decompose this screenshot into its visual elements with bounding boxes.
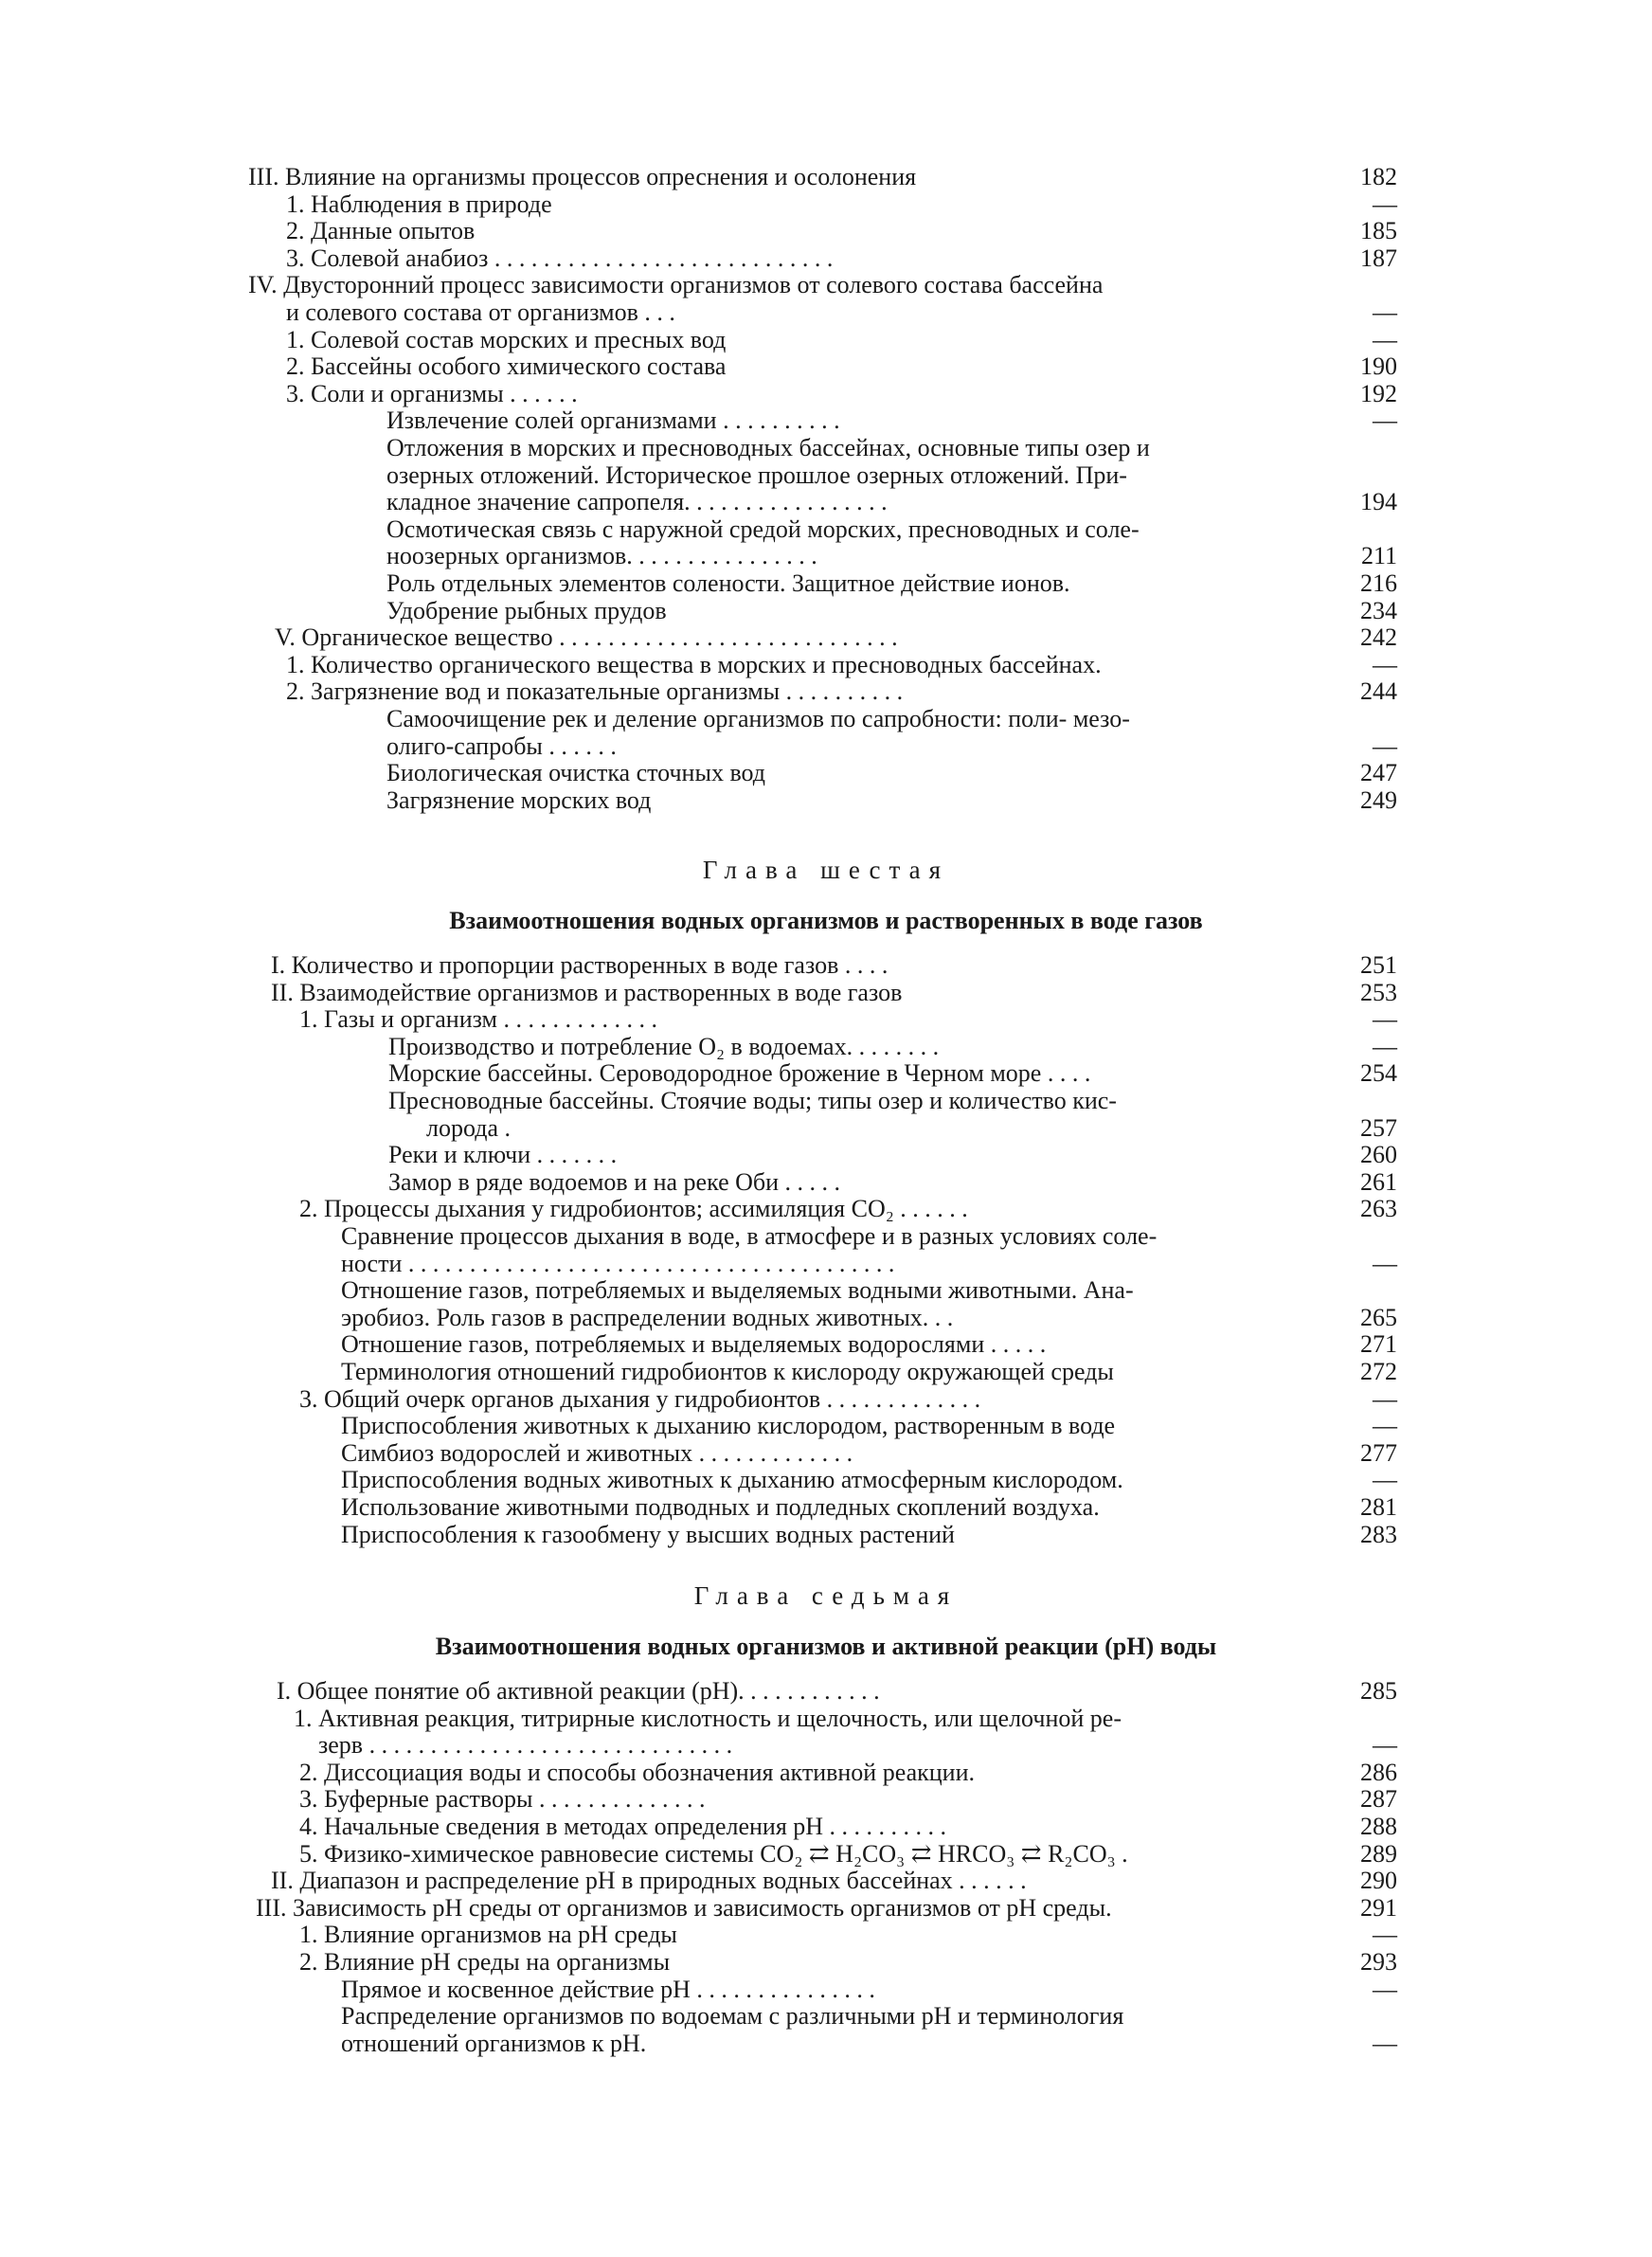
toc-entry-page: 293 xyxy=(1360,1948,1397,1976)
toc-entry xyxy=(388,1059,1397,1087)
toc-entry xyxy=(318,1731,1397,1759)
toc-entry-text: Приспособления к газообмену у высших водных растений xyxy=(341,1520,955,1548)
toc-entry-text: озерных отложений. Историческое прошлое озерных отложений. При- xyxy=(386,460,1127,489)
toc-entry xyxy=(388,1033,1397,1060)
toc-entry-text: 3. Солевой анабиоз . . . . . . . . . . . . . . . . . . . . . . . . . . . . xyxy=(286,244,834,272)
toc-entry-text: 4. Начальные сведения в методах определения pH . . . . . . . . . . xyxy=(299,1813,947,1840)
toc-entry-text: ноозерных организмов. . . . . . . . . . . . . . . . xyxy=(386,542,817,570)
toc-entry-page: 185 xyxy=(1360,217,1397,245)
toc-entry xyxy=(386,488,1397,515)
toc-entry xyxy=(341,1330,1397,1358)
toc-entry xyxy=(341,1412,1397,1439)
toc-entry-text: Извлечение солей организмами . . . . . . . . . . xyxy=(386,406,840,435)
toc-entry xyxy=(341,1276,1397,1304)
toc-entry-text: Производство и потребление O₂ в водоемах. . . . . . . . xyxy=(388,1032,940,1060)
toc-entry-text: Отложения в морских и пресноводных бассейнах, основные типы озер и xyxy=(386,434,1150,461)
toc-entry-page: 289 xyxy=(1360,1839,1397,1868)
toc-entry xyxy=(299,1921,1397,1948)
toc-entry-page: 265 xyxy=(1360,1303,1397,1331)
toc-entry xyxy=(286,380,1397,407)
toc-entry-page: — xyxy=(1373,1731,1397,1760)
toc-entry-text: Приспособления животных к дыханию кислородом, растворенным в воде xyxy=(341,1412,1116,1440)
toc-entry-page: 291 xyxy=(1360,1893,1397,1922)
toc-entry-page: — xyxy=(1373,325,1397,353)
toc-entry-text: 1. Влияние организмов на pH среды xyxy=(299,1921,677,1949)
toc-entry xyxy=(271,1867,1397,1894)
toc-entry-text: I. Количество и пропорции растворенных в воде газов . . . . xyxy=(271,951,889,979)
toc-entry xyxy=(341,1493,1397,1521)
toc-entry xyxy=(386,542,1397,569)
toc-entry xyxy=(386,786,1397,814)
toc-entry xyxy=(341,2002,1397,2030)
toc-entry xyxy=(299,1005,1397,1033)
toc-entry-text: V. Органическое вещество . . . . . . . . . . . . . . . . . . . . . . . . . . . . xyxy=(275,623,898,652)
toc-entry-text: Роль отдельных элементов солености. Защитное действие ионов. xyxy=(386,569,1070,597)
toc-entry-page: — xyxy=(1373,190,1397,218)
toc-entry-page: — xyxy=(1373,1975,1397,2003)
toc-entry-text: Замор в ряде водоемов и на реке Оби . . . . . xyxy=(388,1167,841,1196)
toc-entry-page: 261 xyxy=(1360,1167,1397,1196)
toc-entry-text: Симбиоз водорослей и животных . . . . . . . . . . . . . xyxy=(341,1438,853,1467)
toc-entry-text: 2. Влияние pH среды на организмы xyxy=(299,1948,671,1976)
toc-entry-page: 290 xyxy=(1360,1867,1397,1895)
toc-entry-page: — xyxy=(1373,1466,1397,1494)
toc-entry-text: Отношение газов, потребляемых и выделяемых водорослями . . . . . xyxy=(341,1330,1047,1359)
toc-entry-page: 211 xyxy=(1360,542,1397,570)
toc-entry-page: 216 xyxy=(1360,569,1397,597)
toc-entry xyxy=(271,951,1397,979)
toc-entry-page: — xyxy=(1373,650,1397,678)
toc-entry xyxy=(388,1168,1397,1196)
toc-entry-page: 254 xyxy=(1360,1059,1397,1088)
toc-entry-page: 277 xyxy=(1360,1438,1397,1467)
toc-entry-page: 285 xyxy=(1360,1677,1397,1705)
toc-entry-text: II. Диапазон и распределение pH в природных водных бассейнах . . . . . . xyxy=(271,1867,1027,1895)
toc-entry-text: эробиоз. Роль газов в распределении водных животных. . . xyxy=(341,1303,954,1331)
toc-entry xyxy=(341,1439,1397,1467)
toc-entry xyxy=(299,1813,1397,1840)
toc-entry-page: 190 xyxy=(1360,352,1397,381)
toc-entry xyxy=(286,651,1397,678)
toc-entry-page: 192 xyxy=(1360,379,1397,407)
toc-entry-page: 271 xyxy=(1360,1330,1397,1359)
toc-entry xyxy=(275,623,1397,651)
chapter-title: Взаимоотношения водных организмов и растворенных в воде газов xyxy=(449,907,1203,934)
toc-entry xyxy=(286,677,1397,705)
toc-entry xyxy=(386,705,1397,732)
toc-entry-text: отношений организмов к pH. xyxy=(341,2029,647,2057)
toc-entry-page: 244 xyxy=(1360,677,1397,706)
toc-entry-page: 257 xyxy=(1360,1113,1397,1142)
toc-entry-page: — xyxy=(1373,731,1397,760)
toc-entry xyxy=(256,1894,1397,1922)
toc-entry-page: — xyxy=(1373,298,1397,326)
toc-entry xyxy=(386,732,1397,760)
toc-entry-page: 253 xyxy=(1360,978,1397,1006)
toc-entry-text: 1. Газы и организм . . . . . . . . . . . . . xyxy=(299,1005,657,1034)
toc-entry-text: II. Взаимодействие организмов и растворенных в воде газов xyxy=(271,978,903,1006)
chapter-label: Глава седьмая xyxy=(693,1581,959,1610)
toc-entry-page: — xyxy=(1373,406,1397,435)
toc-entry xyxy=(341,1521,1397,1548)
toc-entry xyxy=(271,979,1397,1006)
toc-entry xyxy=(386,759,1397,786)
toc-entry-page: 251 xyxy=(1360,951,1397,979)
toc-entry-page: 187 xyxy=(1360,244,1397,272)
toc-entry-text: Удобрение рыбных прудов xyxy=(386,596,667,624)
toc-entry xyxy=(299,1195,1397,1222)
toc-entry-text: 1. Количество органического вещества в морских и пресноводных бассейнах. xyxy=(286,650,1102,678)
toc-entry-page: 287 xyxy=(1360,1785,1397,1814)
toc-entry-page: — xyxy=(1373,1005,1397,1034)
toc-entry xyxy=(386,406,1397,434)
toc-entry-page: — xyxy=(1373,2029,1397,2057)
toc-entry-text: Приспособления водных животных к дыханию атмосферным кислородом. xyxy=(341,1466,1123,1494)
toc-entry xyxy=(386,515,1397,543)
toc-entry xyxy=(248,271,1397,298)
toc-entry xyxy=(286,217,1397,244)
toc-entry-text: Сравнение процессов дыхания в воде, в атмосфере и в разных условиях соле- xyxy=(341,1222,1158,1250)
toc-entry-text: Загрязнение морских вод xyxy=(386,785,652,814)
toc-entry xyxy=(286,298,1397,326)
toc-entry-text: 2. Процессы дыхания у гидробионтов; ассимиляция CO₂ . . . . . . xyxy=(299,1195,968,1223)
toc-entry-text: кладное значение сапропеля. . . . . . . . . . . . . . . . . xyxy=(386,488,888,516)
toc-entry-text: Морские бассейны. Сероводородное брожение в Черном море . . . . xyxy=(388,1059,1091,1088)
toc-entry-text: Прямое и косвенное действие pH . . . . . . . . . . . . . . . xyxy=(341,1975,875,2003)
toc-entry-text: Отношение газов, потребляемых и выделяемых водными животными. Ана- xyxy=(341,1276,1134,1305)
toc-entry xyxy=(299,1385,1397,1413)
toc-entry-page: — xyxy=(1373,1384,1397,1413)
toc-entry xyxy=(341,2030,1397,2057)
toc-entry-text: III. Влияние на организмы процессов опреснения и осолонения xyxy=(248,163,917,190)
toc-entry-text: 1. Солевой состав морских и пресных вод xyxy=(286,325,727,353)
toc-entry xyxy=(386,461,1397,489)
toc-entry-text: Реки и ключи . . . . . . . xyxy=(388,1141,618,1169)
toc-entry-page: 242 xyxy=(1360,623,1397,652)
toc-entry xyxy=(386,597,1397,624)
toc-entry-page: 234 xyxy=(1360,596,1397,624)
toc-entry-page: 194 xyxy=(1360,488,1397,516)
toc-entry-text: I. Общее понятие об активной реакции (pH). . . . . . . . . . . . xyxy=(277,1677,880,1705)
toc-entry-text: 3. Соли и организмы . . . . . . xyxy=(286,379,578,407)
toc-entry xyxy=(299,1785,1397,1813)
toc-entry-page: — xyxy=(1373,1249,1397,1277)
toc-entry xyxy=(294,1705,1397,1732)
toc-entry-text: 5. Физико-химическое равновесие системы CO₂ ⇄ H₂CO₃ ⇄ HRCO₃ ⇄ R₂CO₃ . xyxy=(299,1839,1128,1868)
toc-entry xyxy=(341,1250,1397,1277)
chapter-label: Глава шестая xyxy=(702,856,950,884)
toc-entry-page: 283 xyxy=(1360,1520,1397,1548)
toc-entry-page: 288 xyxy=(1360,1813,1397,1840)
toc-entry-text: Терминология отношений гидробионтов к кислороду окружающей среды xyxy=(341,1358,1114,1385)
toc-entry xyxy=(299,1948,1397,1976)
toc-entry-text: 2. Диссоциация воды и способы обозначения активной реакции. xyxy=(299,1758,975,1786)
toc-entry xyxy=(248,163,1397,190)
toc-entry-page: — xyxy=(1373,1921,1397,1949)
toc-entry-page: 182 xyxy=(1360,163,1397,190)
toc-entry xyxy=(299,1840,1397,1868)
toc-entry xyxy=(341,1222,1397,1250)
toc-entry-page: 272 xyxy=(1360,1358,1397,1385)
toc-entry-text: 1. Наблюдения в природе xyxy=(286,190,552,218)
toc-entry xyxy=(388,1141,1397,1168)
toc-entry-text: 1. Активная реакция, титрирные кислотность и щелочность, или щелочной ре- xyxy=(294,1704,1122,1732)
toc-entry-text: Биологическая очистка сточных вод xyxy=(386,759,766,787)
toc-entry-text: Пресноводные бассейны. Стоячие воды; типы озер и количество кис- xyxy=(388,1087,1117,1114)
toc-entry-page: 281 xyxy=(1360,1493,1397,1521)
toc-entry-text: Использование животными подводных и подледных скоплений воздуха. xyxy=(341,1493,1100,1521)
toc-entry-text: олиго-сапробы . . . . . . xyxy=(386,731,617,760)
toc-entry xyxy=(426,1114,1397,1142)
toc-entry-text: Самоочищение рек и деление организмов по сапробности: поли- мезо- xyxy=(386,705,1130,732)
toc-entry xyxy=(299,1759,1397,1786)
toc-entry-text: 2. Бассейны особого химического состава xyxy=(286,352,727,381)
toc-entry-text: лорода . xyxy=(426,1113,511,1142)
toc-entry-text: IV. Двусторонний процесс зависимости организмов от солевого состава бассейна xyxy=(248,271,1104,299)
toc-entry xyxy=(286,190,1397,218)
toc-entry-page: — xyxy=(1373,1412,1397,1440)
chapter-title: Взаимоотношения водных организмов и активной реакции (pH) воды xyxy=(435,1633,1217,1660)
toc-entry xyxy=(388,1087,1397,1114)
toc-entry xyxy=(286,326,1397,353)
toc-entry-text: и солевого состава от организмов . . . xyxy=(286,298,675,326)
toc-entry-page: 247 xyxy=(1360,759,1397,787)
toc-entry xyxy=(341,1466,1397,1493)
toc-entry-text: Осмотическая связь с наружной средой морских, пресноводных и соле- xyxy=(386,515,1140,543)
toc-entry xyxy=(341,1358,1397,1385)
toc-entry xyxy=(386,569,1397,597)
toc-entry-page: 263 xyxy=(1360,1195,1397,1223)
toc-entry xyxy=(341,1976,1397,2003)
toc-entry xyxy=(341,1304,1397,1331)
toc-entry-text: 3. Буферные растворы . . . . . . . . . . . . . . xyxy=(299,1785,706,1814)
toc-entry-page: 286 xyxy=(1360,1758,1397,1786)
toc-entry-text: 2. Данные опытов xyxy=(286,217,476,245)
toc-entry xyxy=(286,352,1397,380)
toc-entry xyxy=(277,1677,1397,1705)
toc-entry-text: Распределение организмов по водоемам с различными pH и терминология xyxy=(341,2002,1124,2031)
toc-entry xyxy=(386,434,1397,461)
toc-entry-text: 3. Общий очерк органов дыхания у гидробионтов . . . . . . . . . . . . . xyxy=(299,1384,981,1413)
toc-entry-text: ности . . . . . . . . . . . . . . . . . . . . . . . . . . . . . . . . . . . . . . . . xyxy=(341,1249,895,1277)
toc-entry-text: III. Зависимость pH среды от организмов и зависимость организмов от pH среды. xyxy=(256,1893,1112,1922)
toc-entry-text: зерв . . . . . . . . . . . . . . . . . . . . . . . . . . . . . . xyxy=(318,1731,733,1760)
toc-entry-page: — xyxy=(1373,1032,1397,1060)
toc-entry xyxy=(286,244,1397,272)
toc-entry-page: 260 xyxy=(1360,1141,1397,1169)
toc-entry-page: 249 xyxy=(1360,785,1397,814)
toc-entry-text: 2. Загрязнение вод и показательные организмы . . . . . . . . . . xyxy=(286,677,904,706)
